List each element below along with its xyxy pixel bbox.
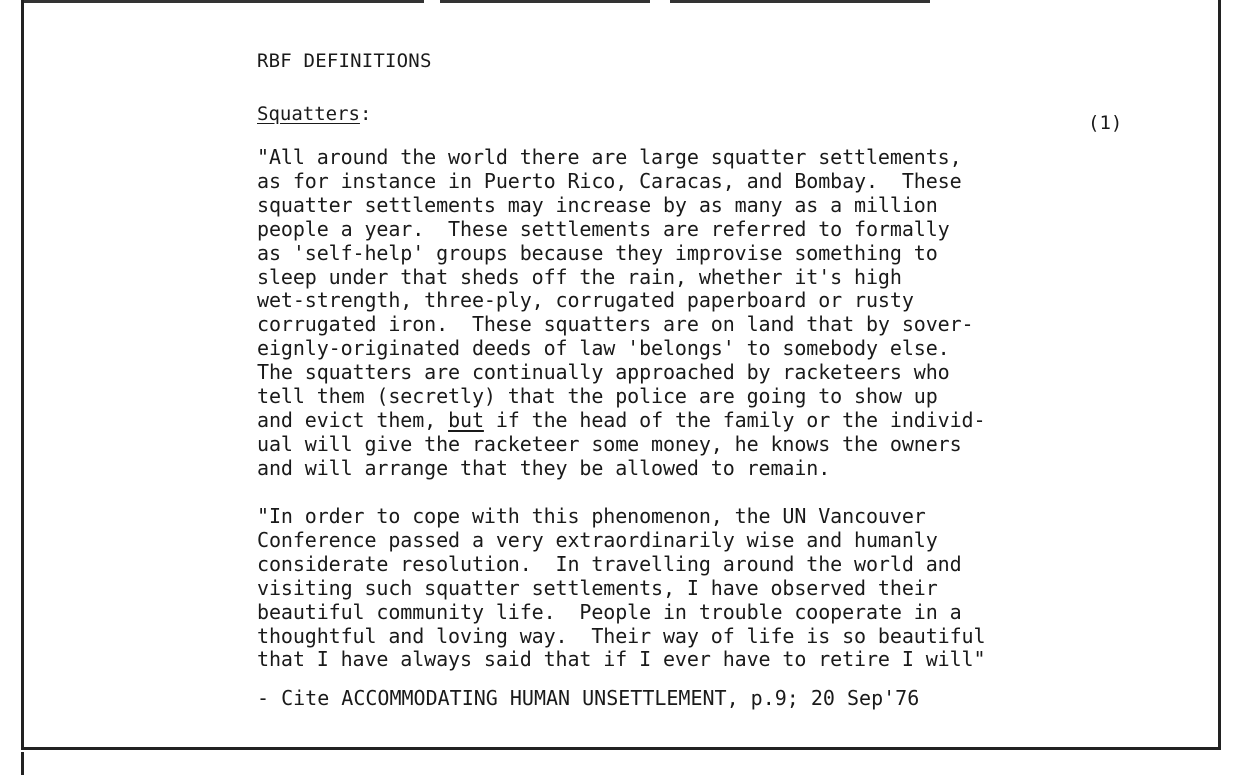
next-card-edge bbox=[21, 752, 1233, 775]
text-segment: and evict them, bbox=[257, 407, 449, 432]
text-line: sleep under that sheds off the rain, whether it's high bbox=[257, 264, 902, 289]
text-line: tell them (secretly) that the police are going to show up bbox=[257, 384, 938, 409]
section-title-text: Squatters bbox=[257, 103, 360, 125]
page-number: (1) bbox=[1088, 112, 1123, 134]
text-line: visiting such squatter settlements, I have observed their bbox=[257, 575, 938, 600]
text-line: wet-strength, three-ply, corrugated paperboard or rusty bbox=[257, 288, 914, 313]
text-line: The squatters are continually approached by racketeers who bbox=[257, 360, 950, 385]
section-title-colon: : bbox=[359, 103, 372, 125]
text-segment: if the head of the family or the individ- bbox=[483, 407, 986, 432]
text-line: ual will give the racketeer some money, he knows the owners bbox=[257, 431, 962, 456]
text-line: that I have always said that if I ever have to retire I will" bbox=[257, 647, 986, 672]
text-line: as 'self-help' groups because they improvise something to bbox=[257, 240, 938, 265]
paragraph-1 bbox=[257, 146, 985, 481]
text-line bbox=[257, 409, 985, 433]
text-line: Conference passed a very extraordinarily wise and humanly bbox=[257, 527, 938, 552]
top-edge-stroke bbox=[24, 0, 424, 3]
text-line: beautiful community life. People in trouble cooperate in a bbox=[257, 599, 962, 624]
text-line: considerate resolution. In travelling around the world and bbox=[257, 551, 962, 576]
text-line: squatter settlements may increase by as many as a million bbox=[257, 192, 938, 217]
text-line: corrugated iron. These squatters are on land that by sover- bbox=[257, 312, 974, 337]
paragraph-2 bbox=[257, 505, 985, 672]
text-line: "In order to cope with this phenomenon, the UN Vancouver bbox=[257, 504, 926, 528]
section-title bbox=[257, 103, 371, 125]
text-line: people a year. These settlements are referred to formally bbox=[257, 216, 950, 241]
top-edge-stroke bbox=[670, 0, 930, 3]
text-line: thoughtful and loving way. Their way of life is so beautiful bbox=[257, 623, 986, 648]
citation: - Cite ACCOMMODATING HUMAN UNSETTLEMENT, p.9; 20 Sep'76 bbox=[257, 686, 920, 710]
text-line: "All around the world there are large squatter settlements, bbox=[257, 145, 962, 169]
text-line: eignly-originated deeds of law 'belongs' to somebody else. bbox=[257, 336, 950, 361]
text-line: as for instance in Puerto Rico, Caracas, and Bombay. These bbox=[257, 168, 962, 193]
emphasis-but: but bbox=[448, 407, 484, 432]
top-edge-stroke bbox=[440, 0, 650, 3]
document-heading: RBF DEFINITIONS bbox=[257, 50, 432, 72]
text-line: and will arrange that they be allowed to remain. bbox=[257, 455, 831, 480]
